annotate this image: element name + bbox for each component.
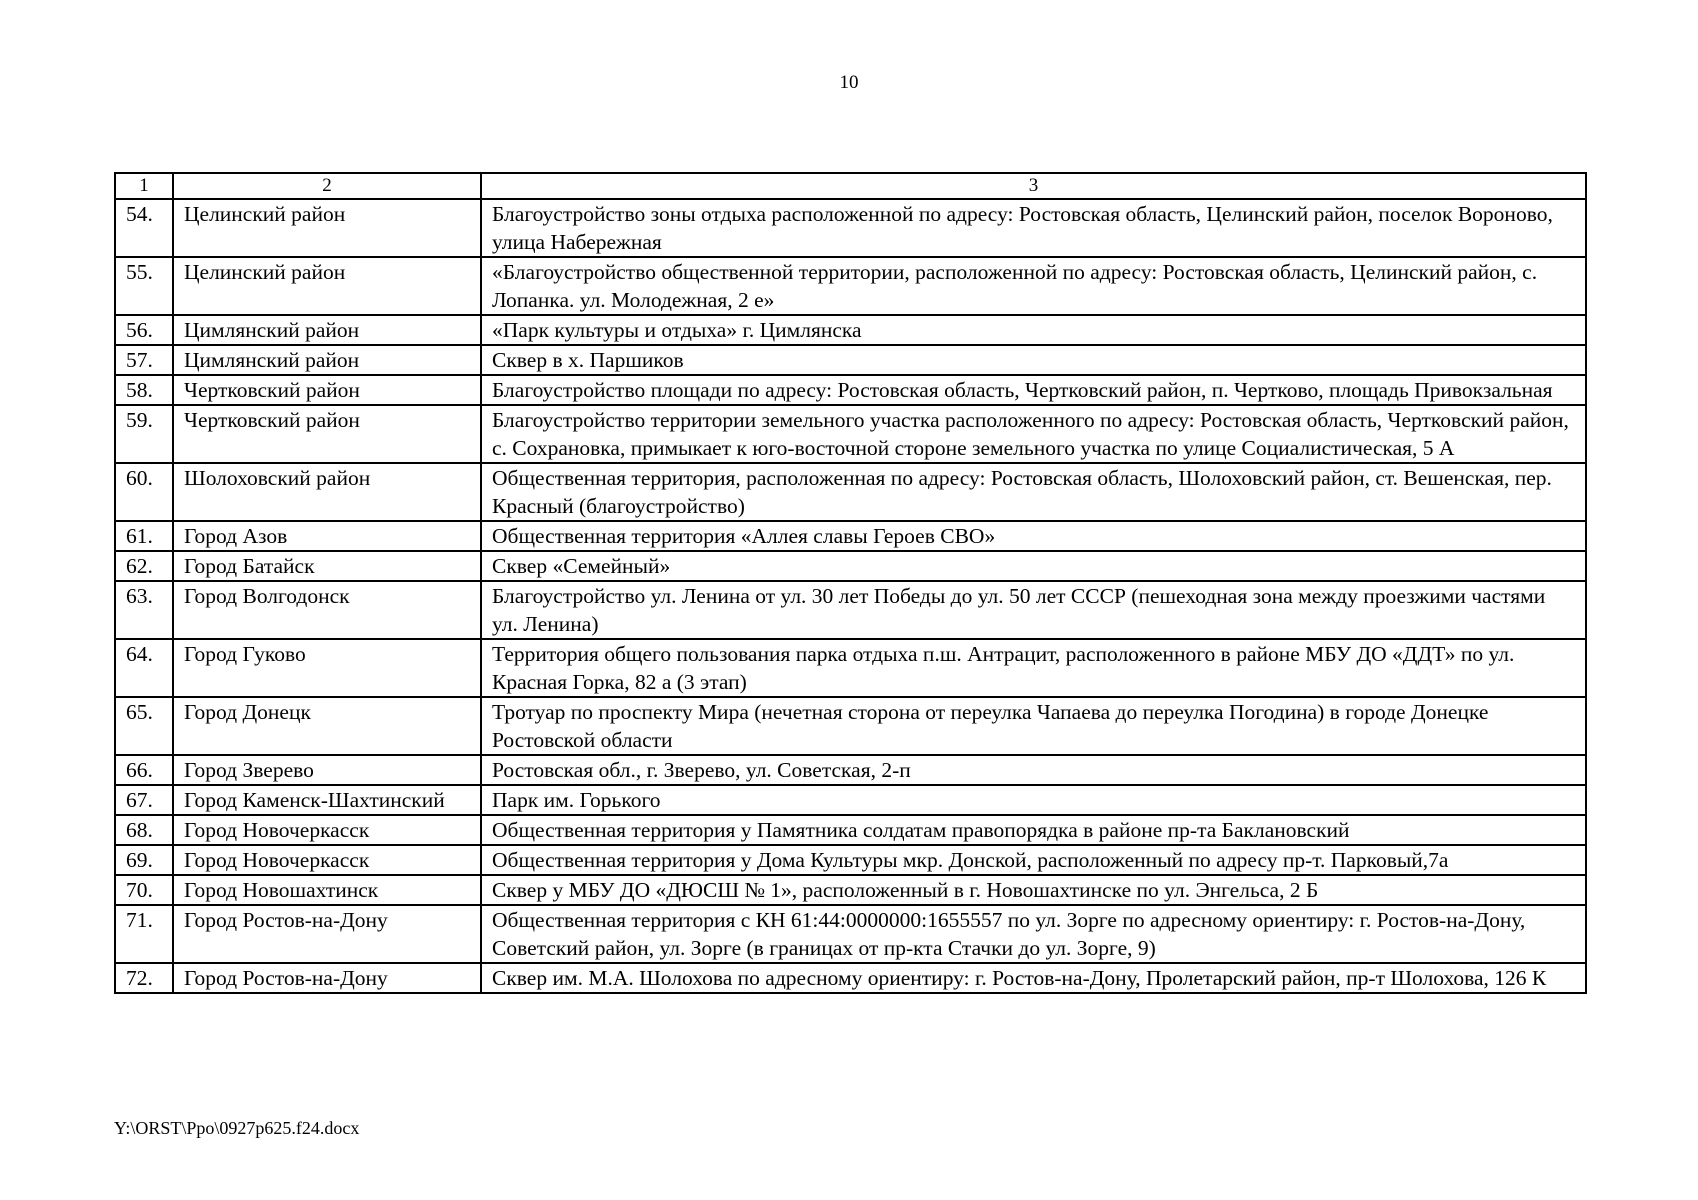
row-number: 59. [115, 405, 173, 463]
table-row [115, 905, 1586, 963]
header-col-3: 3 [481, 173, 1586, 199]
territories-table [114, 172, 1587, 994]
row-object: Парк им. Горького [481, 785, 1586, 815]
row-territory: Город Гуково [173, 639, 481, 697]
row-territory: Целинский район [173, 257, 481, 315]
row-territory: Город Зверево [173, 755, 481, 785]
row-territory: Город Волгодонск [173, 581, 481, 639]
row-territory: Цимлянский район [173, 315, 481, 345]
row-object: «Благоустройство общественной территории, расположенной по адресу: Ростовская область, Целинский район, с. Лопанка. ул. Молодежная, 2 е» [481, 257, 1586, 315]
row-number: 62. [115, 551, 173, 581]
row-territory: Город Донецк [173, 697, 481, 755]
row-number: 55. [115, 257, 173, 315]
row-object: Благоустройство зоны отдыха расположенной по адресу: Ростовская область, Целинский район, поселок Вороново, улица Набережная [481, 199, 1586, 257]
row-object: Благоустройство территории земельного участка расположенного по адресу: Ростовская область, Чертковский район, с. Сохрановка, примыкает к юго-восточной стороне земельного участка по улице Социалистическая, 5 А [481, 405, 1586, 463]
row-territory: Город Ростов-на-Дону [173, 905, 481, 963]
row-object: Благоустройство площади по адресу: Ростовская область, Чертковский район, п. Чертково, площадь Привокзальная [481, 375, 1586, 405]
row-territory: Чертковский район [173, 375, 481, 405]
row-number: 69. [115, 845, 173, 875]
row-territory: Целинский район [173, 199, 481, 257]
row-number: 65. [115, 697, 173, 755]
table-row [115, 875, 1586, 905]
row-object: Тротуар по проспекту Мира (нечетная сторона от переулка Чапаева до переулка Погодина) в городе Донецке Ростовской области [481, 697, 1586, 755]
row-object: Сквер им. М.А. Шолохова по адресному ориентиру: г. Ростов-на-Дону, Пролетарский район, пр-т Шолохова, 126 К [481, 963, 1586, 993]
row-number: 71. [115, 905, 173, 963]
table-row [115, 551, 1586, 581]
row-territory: Чертковский район [173, 405, 481, 463]
row-territory: Город Каменск-Шахтинский [173, 785, 481, 815]
table-body [115, 199, 1586, 993]
row-number: 66. [115, 755, 173, 785]
row-number: 60. [115, 463, 173, 521]
row-number: 68. [115, 815, 173, 845]
table-row [115, 845, 1586, 875]
table-row [115, 755, 1586, 785]
row-object: Территория общего пользования парка отдыха п.ш. Антрацит, расположенного в районе МБУ ДО «ДДТ» по ул. Красная Горка, 82 а (3 этап) [481, 639, 1586, 697]
table-row [115, 375, 1586, 405]
row-number: 67. [115, 785, 173, 815]
table-row [115, 785, 1586, 815]
header-col-2: 2 [173, 173, 481, 199]
row-object: Сквер «Семейный» [481, 551, 1586, 581]
row-number: 70. [115, 875, 173, 905]
row-object: Сквер у МБУ ДО «ДЮСШ № 1», расположенный в г. Новошахтинске по ул. Энгельса, 2 Б [481, 875, 1586, 905]
table-row [115, 463, 1586, 521]
row-territory: Шолоховский район [173, 463, 481, 521]
row-number: 57. [115, 345, 173, 375]
page-number: 10 [839, 72, 859, 93]
table-row [115, 639, 1586, 697]
row-territory: Город Азов [173, 521, 481, 551]
row-territory: Город Новочеркасск [173, 815, 481, 845]
row-number: 61. [115, 521, 173, 551]
row-territory: Цимлянский район [173, 345, 481, 375]
row-number: 63. [115, 581, 173, 639]
row-object: Общественная территория с КН 61:44:0000000:1655557 по ул. Зорге по адресному ориентиру: г. Ростов-на-Дону, Советский район, ул. Зорге (в границах от пр-кта Стачки до ул. Зорге, 9) [481, 905, 1586, 963]
table-row [115, 963, 1586, 993]
row-number: 56. [115, 315, 173, 345]
table-row [115, 697, 1586, 755]
row-territory: Город Батайск [173, 551, 481, 581]
row-territory: Город Новошахтинск [173, 875, 481, 905]
row-number: 58. [115, 375, 173, 405]
row-object: Общественная территория, расположенная по адресу: Ростовская область, Шолоховский район, ст. Вешенская, пер. Красный (благоустройство) [481, 463, 1586, 521]
row-number: 54. [115, 199, 173, 257]
row-object: Благоустройство ул. Ленина от ул. 30 лет Победы до ул. 50 лет СССР (пешеходная зона между проезжими частями ул. Ленина) [481, 581, 1586, 639]
table-row [115, 581, 1586, 639]
table-row [115, 257, 1586, 315]
row-number: 64. [115, 639, 173, 697]
table-row [115, 521, 1586, 551]
table-header-row [115, 173, 1586, 199]
table-row [115, 199, 1586, 257]
table-row [115, 345, 1586, 375]
row-object: Общественная территория у Памятника солдатам правопорядка в районе пр-та Баклановский [481, 815, 1586, 845]
row-territory: Город Новочеркасск [173, 845, 481, 875]
header-col-1: 1 [115, 173, 173, 199]
row-number: 72. [115, 963, 173, 993]
row-object: Общественная территория у Дома Культуры мкр. Донской, расположенный по адресу пр-т. Парковый,7а [481, 845, 1586, 875]
row-object: Ростовская обл., г. Зверево, ул. Советская, 2-п [481, 755, 1586, 785]
row-object: Общественная территория «Аллея славы Героев СВО» [481, 521, 1586, 551]
table-row [115, 405, 1586, 463]
table-row [115, 815, 1586, 845]
row-territory: Город Ростов-на-Дону [173, 963, 481, 993]
row-object: «Парк культуры и отдыха» г. Цимлянска [481, 315, 1586, 345]
footer-file-path: Y:\ORST\Ppo\0927p625.f24.docx [114, 1118, 360, 1138]
row-object: Сквер в х. Паршиков [481, 345, 1586, 375]
table-row [115, 315, 1586, 345]
